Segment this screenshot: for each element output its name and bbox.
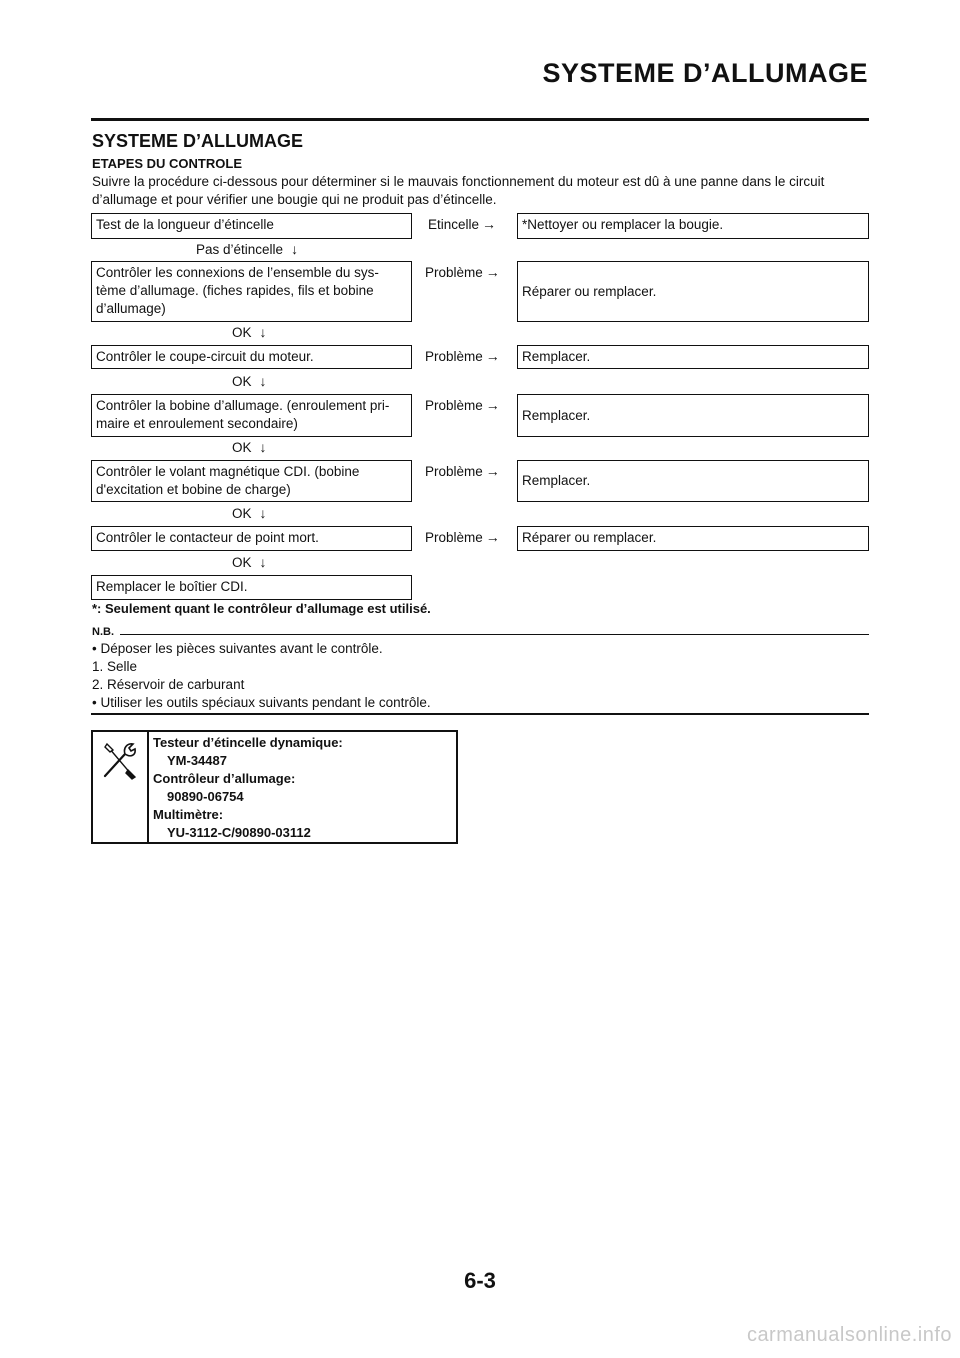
branch-label-text: Problème bbox=[425, 530, 483, 545]
tool-name: Contrôleur d’allumage: bbox=[153, 771, 296, 786]
branch-label bbox=[425, 528, 500, 547]
next-step-label bbox=[232, 504, 267, 523]
branch-label-text: Etincelle bbox=[428, 217, 480, 232]
nb-line: 1. Selle bbox=[92, 659, 138, 674]
arrow-right-icon: → bbox=[485, 529, 500, 545]
tool-name: Testeur d’étincelle dynamique: bbox=[153, 735, 343, 750]
arrow-down-icon: ↓ bbox=[259, 439, 267, 455]
branch-label bbox=[425, 347, 500, 366]
next-step-text: Pas d’étincelle bbox=[196, 242, 284, 257]
section-title: SYSTEME D’ALLUMAGE bbox=[92, 131, 304, 151]
branch-label-text: Problème bbox=[425, 265, 483, 280]
check-step-box: Contrôler le contacteur de point mort. bbox=[91, 526, 412, 551]
check-step-box: Contrôler les connexions de l’ensemble du sys- tème d’allumage. (fiches rapides, fils et bobine d’allumage) bbox=[91, 261, 412, 322]
page-header-title: SYSTEME D’ALLUMAGE bbox=[542, 58, 868, 88]
wrench-screwdriver-icon bbox=[101, 740, 139, 780]
arrow-down-icon: ↓ bbox=[259, 554, 267, 570]
arrow-down-icon: ↓ bbox=[259, 324, 267, 340]
branch-label bbox=[425, 462, 500, 481]
arrow-down-icon: ↓ bbox=[259, 373, 267, 389]
arrow-right-icon: → bbox=[485, 463, 500, 479]
arrow-right-icon: → bbox=[485, 348, 500, 364]
next-step-label bbox=[232, 553, 267, 572]
branch-label-text: Problème bbox=[425, 398, 483, 413]
next-step-text: OK bbox=[232, 555, 252, 570]
branch-label-text: Problème bbox=[425, 464, 483, 479]
nb-rule bbox=[120, 634, 869, 635]
result-action-box: Remplacer. bbox=[517, 345, 869, 369]
branch-label-text: Problème bbox=[425, 349, 483, 364]
nb-label: N.B. bbox=[92, 626, 114, 638]
next-step-text: OK bbox=[232, 506, 252, 521]
next-step-label bbox=[232, 323, 267, 342]
tool-code: YM-34487 bbox=[167, 753, 227, 768]
check-step-box: Test de la longueur d’étincelle bbox=[91, 213, 412, 239]
header-rule bbox=[91, 118, 869, 121]
tools-icon-cell bbox=[93, 732, 149, 842]
check-step-box: Contrôler le volant magnétique CDI. (bobine d'excitation et bobine de charge) bbox=[91, 460, 412, 502]
special-tools-box bbox=[91, 730, 458, 844]
nb-end-rule bbox=[91, 713, 869, 715]
branch-label bbox=[428, 215, 496, 234]
nb-line: • Utiliser les outils spéciaux suivants pendant le contrôle. bbox=[92, 695, 431, 710]
final-step-box: Remplacer le boîtier CDI. bbox=[91, 575, 412, 600]
tools-list bbox=[153, 734, 343, 842]
tool-name: Multimètre: bbox=[153, 807, 224, 822]
nb-line: 2. Réservoir de carburant bbox=[92, 677, 245, 692]
next-step-text: OK bbox=[232, 440, 252, 455]
watermark: carmanualsonline.info bbox=[746, 1324, 952, 1346]
next-step-label bbox=[232, 372, 267, 391]
next-step-label bbox=[232, 438, 267, 457]
tool-code: 90890-06754 bbox=[167, 789, 244, 804]
arrow-down-icon: ↓ bbox=[259, 505, 267, 521]
page-number: 6-3 bbox=[464, 1268, 496, 1293]
result-action-box: Réparer ou remplacer. bbox=[517, 261, 869, 322]
branch-label bbox=[425, 263, 500, 282]
arrow-right-icon: → bbox=[482, 216, 497, 232]
arrow-down-icon: ↓ bbox=[291, 241, 299, 257]
result-action-box: Remplacer. bbox=[517, 394, 869, 437]
next-step-text: OK bbox=[232, 374, 252, 389]
tool-code: YU-3112-C/90890-03112 bbox=[167, 825, 311, 840]
arrow-right-icon: → bbox=[485, 264, 500, 280]
next-step-text: OK bbox=[232, 325, 252, 340]
intro-paragraph: Suivre la procédure ci-dessous pour déterminer si le mauvais fonctionnement du moteur est dû à une panne dans le circuit d’allumage et pour vérifier une bougie qui ne produit pas d’étincelle. bbox=[92, 174, 825, 207]
result-action-box: *Nettoyer ou remplacer la bougie. bbox=[517, 213, 869, 239]
check-step-box: Contrôler le coupe-circuit du moteur. bbox=[91, 345, 412, 369]
branch-label bbox=[425, 396, 500, 415]
arrow-right-icon: → bbox=[485, 397, 500, 413]
nb-line: • Déposer les pièces suivantes avant le contrôle. bbox=[92, 641, 383, 656]
footnote: *: Seulement quant le contrôleur d’allumage est utilisé. bbox=[92, 601, 431, 616]
result-action-box: Réparer ou remplacer. bbox=[517, 526, 869, 551]
section-subheading: ETAPES DU CONTROLE bbox=[92, 156, 242, 171]
next-step-label bbox=[196, 240, 298, 259]
check-step-box: Contrôler la bobine d’allumage. (enroulement pri- maire et enroulement secondaire) bbox=[91, 394, 412, 437]
result-action-box: Remplacer. bbox=[517, 460, 869, 502]
